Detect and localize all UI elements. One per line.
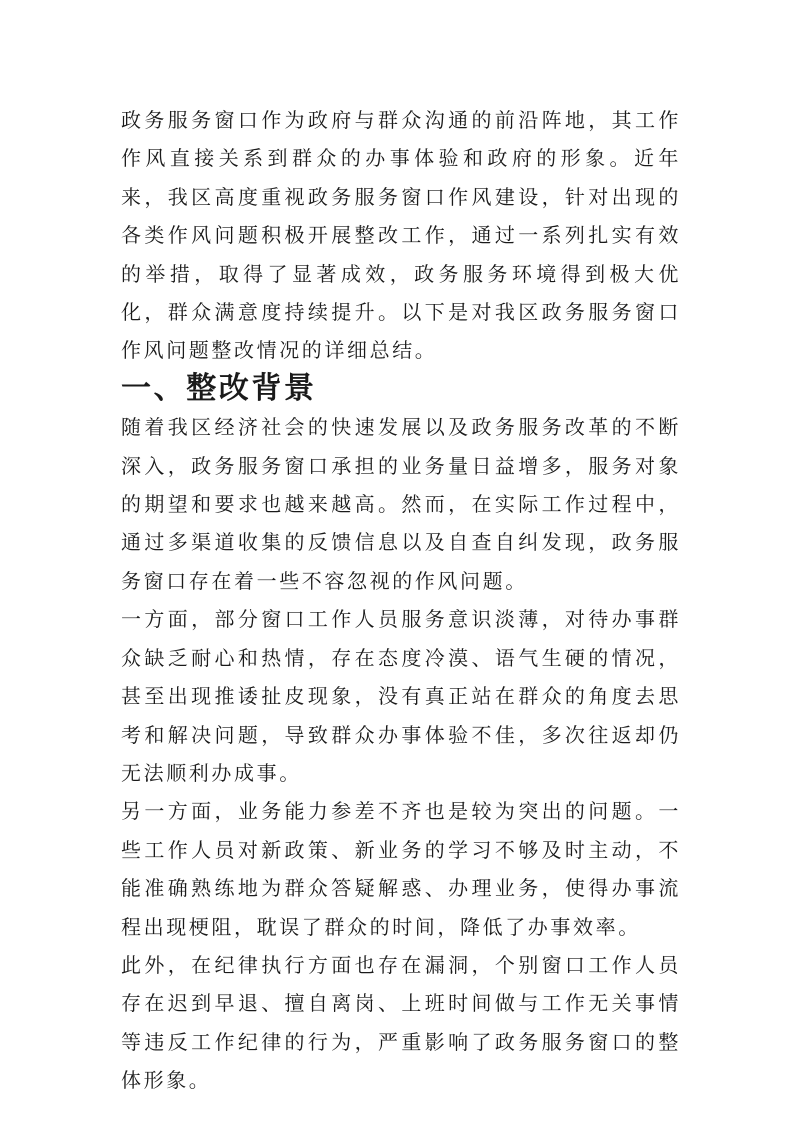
paragraph-business-ability: 另一方面，业务能力参差不齐也是较为突出的问题。一些工作人员对新政策、新业务的学习不够及时主动，不能准确熟练地为群众答疑解惑、办理业务，使得办事流程出现梗阻，耽误了群众的时间，降低了办事效率。 [121, 799, 681, 939]
paragraph-discipline: 此外，在纪律执行方面也存在漏洞，个别窗口工作人员存在迟到早退、擅自离岗、上班时间做与工作无关事情等违反工作纪律的行为，严重影响了政务服务窗口的整体形象。 [121, 952, 681, 1093]
document-body [121, 101, 681, 1100]
paragraph-background: 随着我区经济社会的快速发展以及政务服务改革的不断深入，政务服务窗口承担的业务量日益增多，服务对象的期望和要求也越来越高。然而，在实际工作过程中，通过多渠道收集的反馈信息以及自查自纠发现，政务服务窗口存在着一些不容忽视的作风问题。 [121, 415, 681, 593]
intro-paragraph: 政务服务窗口作为政府与群众沟通的前沿阵地，其工作作风直接关系到群众的办事体验和政府的形象。近年来，我区高度重视政务服务窗口作风建设，针对出现的各类作风问题积极开展整改工作，通过一系列扎实有效的举措，取得了显著成效，政务服务环境得到极大优化，群众满意度持续提升。以下是对我区政务服务窗口作风问题整改情况的详细总结。 [121, 108, 681, 363]
section-heading: 一、整改背景 [121, 370, 317, 406]
paragraph-service-attitude: 一方面，部分窗口工作人员服务意识淡薄，对待办事群众缺乏耐心和热情，存在态度冷漠、语气生硬的情况，甚至出现推诿扯皮现象，没有真正站在群众的角度去思考和解决问题，导致群众办事体验不佳，多次往返却仍无法顺利办成事。 [121, 607, 681, 785]
